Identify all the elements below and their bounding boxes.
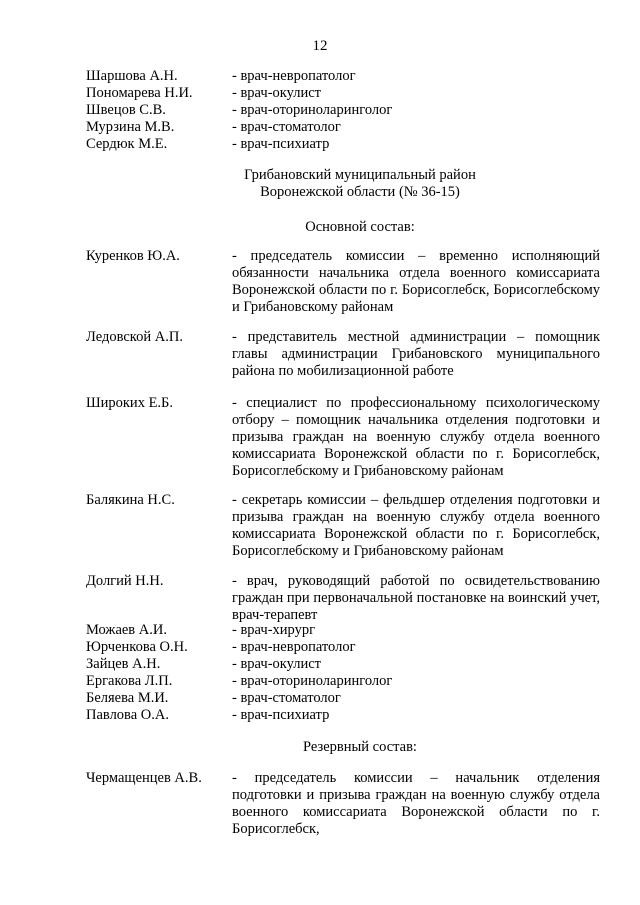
member-role: - врач-невропатолог <box>232 639 356 655</box>
member-role: - секретарь комиссии – фельдшер отделения подготовки и призыва граждан на военную службу отдела военного комиссариата Воронежской области по г. Борисоглебск, Борисоглебскому и Грибановскому районам <box>232 492 600 559</box>
member-name: Долгий Н.Н. <box>86 573 164 589</box>
member-role: - врач-хирург <box>232 622 316 638</box>
member-role: - врач-стоматолог <box>232 690 341 706</box>
member-name: Ледовской А.П. <box>86 329 183 345</box>
member-role: - врач, руководящий работой по освидетельствованию граждан при первоначальной постановке на воинский учет, врач-терапевт <box>232 573 600 623</box>
member-name: Шаршова А.Н. <box>86 68 178 84</box>
member-name: Павлова О.А. <box>86 707 169 723</box>
member-role: - врач-невропатолог <box>232 68 356 84</box>
page-number: 12 <box>312 38 328 54</box>
member-name: Сердюк М.Е. <box>86 136 168 152</box>
district-title-line1: Грибановский муниципальный район <box>244 167 476 183</box>
district-title-line2: Воронежской области (№ 36-15) <box>260 184 460 200</box>
main-composition-heading: Основной состав: <box>305 219 415 235</box>
member-name: Юрченкова О.Н. <box>86 639 188 655</box>
member-name: Швецов С.В. <box>86 102 166 118</box>
member-role: - врач-окулист <box>232 656 321 672</box>
member-name: Чермащенцев А.В. <box>86 770 202 786</box>
member-role: - врач-оториноларинголог <box>232 102 393 118</box>
member-role: - врач-стоматолог <box>232 119 341 135</box>
member-name: Можаев А.И. <box>86 622 167 638</box>
member-role: - врач-психиатр <box>232 136 330 152</box>
member-name: Зайцев А.Н. <box>86 656 161 672</box>
member-name: Широких Е.Б. <box>86 395 173 411</box>
member-name: Мурзина М.В. <box>86 119 175 135</box>
member-name: Пономарева Н.И. <box>86 85 193 101</box>
member-role: - врач-психиатр <box>232 707 330 723</box>
member-name: Куренков Ю.А. <box>86 248 180 264</box>
member-name: Балякина Н.С. <box>86 492 175 508</box>
member-name: Беляева М.И. <box>86 690 169 706</box>
member-name: Ергакова Л.П. <box>86 673 173 689</box>
member-role: - специалист по профессиональному психологическому отбору – помощник начальника отделения подготовки и призыва граждан на военную службу отдела военного комиссариата Воронежской области по г. Борисоглебск, Борисоглебскому и Грибановскому районам <box>232 395 600 479</box>
member-role: - председатель комиссии – временно исполняющий обязанности начальника отдела военного комиссариата Воронежской области по г. Борисоглебск, Борисоглебскому и Грибановскому районам <box>232 248 600 315</box>
member-role: - представитель местной администрации – помощник главы администрации Грибановского муниципального района по мобилизационной работе <box>232 329 600 379</box>
member-role: - председатель комиссии – начальник отделения подготовки и призыва граждан на военную службу отдела военного комиссариата Воронежской области по г. Борисоглебск, <box>232 770 600 837</box>
reserve-composition-heading: Резервный состав: <box>303 739 417 755</box>
member-role: - врач-окулист <box>232 85 321 101</box>
member-role: - врач-оториноларинголог <box>232 673 393 689</box>
